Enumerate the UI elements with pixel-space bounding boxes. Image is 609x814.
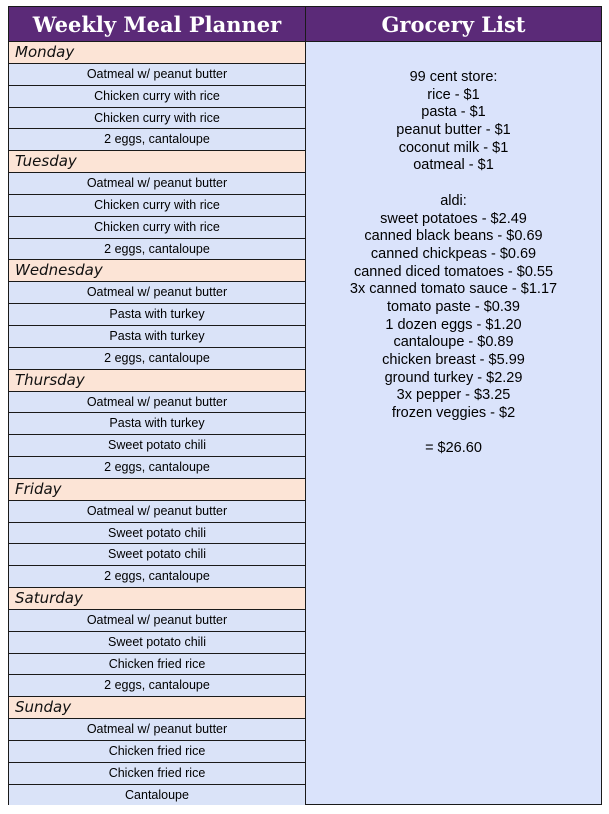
grocery-line (306, 175, 601, 193)
meal-cell: Sweet potato chili (9, 543, 305, 565)
grocery-line: 99 cent store: (409, 69, 498, 85)
day-header-friday: Friday (9, 478, 305, 500)
meal-cell: Pasta with turkey (9, 325, 305, 347)
meal-cell: 2 eggs, cantaloupe (9, 347, 305, 369)
grocery-list-column (306, 41, 601, 804)
grocery-line: frozen veggies - $2 (391, 405, 516, 422)
grocery-line: canned black beans - $0.69 (364, 228, 543, 245)
day-header-wednesday: Wednesday (9, 259, 305, 281)
meal-cell: 2 eggs, cantaloupe (9, 128, 305, 150)
grocery-line: canned diced tomatoes - $0.55 (353, 263, 554, 280)
meal-cell: 2 eggs, cantaloupe (9, 565, 305, 587)
grocery-line: cantaloupe - $0.89 (393, 334, 514, 351)
grocery-line: tomato paste - $0.39 (387, 298, 520, 315)
grocery-line: ground turkey - $2.29 (384, 369, 523, 386)
grocery-line (306, 423, 601, 441)
day-header-saturday: Saturday (9, 587, 305, 609)
meal-cell: Chicken fried rice (9, 762, 305, 784)
meal-cell: Chicken fried rice (9, 653, 305, 675)
meal-planner-sheet (8, 6, 602, 805)
meal-cell: Oatmeal w/ peanut butter (9, 500, 305, 522)
grocery-line: rice - $1 (427, 86, 480, 103)
meal-cell: Chicken curry with rice (9, 107, 305, 129)
meal-cell: Chicken curry with rice (9, 194, 305, 216)
grocery-line: 1 dozen eggs - $1.20 (385, 316, 522, 333)
meal-cell: Sweet potato chili (9, 434, 305, 456)
grocery-line: coconut milk - $1 (398, 139, 509, 156)
meal-cell: Chicken fried rice (9, 740, 305, 762)
grocery-line: sweet potatoes - $2.49 (380, 210, 527, 227)
planner-title: Weekly Meal Planner (9, 7, 306, 41)
meal-cell: Chicken curry with rice (9, 85, 305, 107)
meal-cell: Pasta with turkey (9, 303, 305, 325)
grocery-line: peanut butter - $1 (396, 122, 511, 139)
meal-cell: 2 eggs, cantaloupe (9, 456, 305, 478)
day-header-monday: Monday (9, 41, 305, 63)
meal-cell: Sweet potato chili (9, 631, 305, 653)
planner-column (9, 41, 306, 805)
meal-cell: Oatmeal w/ peanut butter (9, 63, 305, 85)
meal-cell: 2 eggs, cantaloupe (9, 674, 305, 696)
grocery-line: chicken breast - $5.99 (382, 352, 525, 368)
meal-cell: Oatmeal w/ peanut butter (9, 172, 305, 194)
grocery-line: aldi: (440, 192, 467, 209)
grocery-line: = $26.60 (425, 440, 482, 457)
meal-cell: Pasta with turkey (9, 412, 305, 434)
grocery-line: 3x canned tomato sauce - $1.17 (349, 281, 558, 298)
meal-cell: Oatmeal w/ peanut butter (9, 609, 305, 631)
meal-cell: Cantaloupe (9, 784, 305, 806)
meal-cell: Oatmeal w/ peanut butter (9, 718, 305, 740)
grocery-line: oatmeal - $1 (413, 157, 494, 174)
grocery-line: pasta - $1 (421, 104, 486, 121)
day-header-sunday: Sunday (9, 696, 305, 718)
meal-cell: Oatmeal w/ peanut butter (9, 391, 305, 413)
meal-cell: 2 eggs, cantaloupe (9, 238, 305, 260)
meal-cell: Sweet potato chili (9, 522, 305, 544)
day-header-thursday: Thursday (9, 369, 305, 391)
day-header-tuesday: Tuesday (9, 150, 305, 172)
meal-cell: Chicken curry with rice (9, 216, 305, 238)
grocery-title: Grocery List (306, 7, 601, 41)
grocery-line: 3x pepper - $3.25 (396, 387, 511, 404)
meal-cell: Oatmeal w/ peanut butter (9, 281, 305, 303)
grocery-line: canned chickpeas - $0.69 (370, 245, 537, 262)
